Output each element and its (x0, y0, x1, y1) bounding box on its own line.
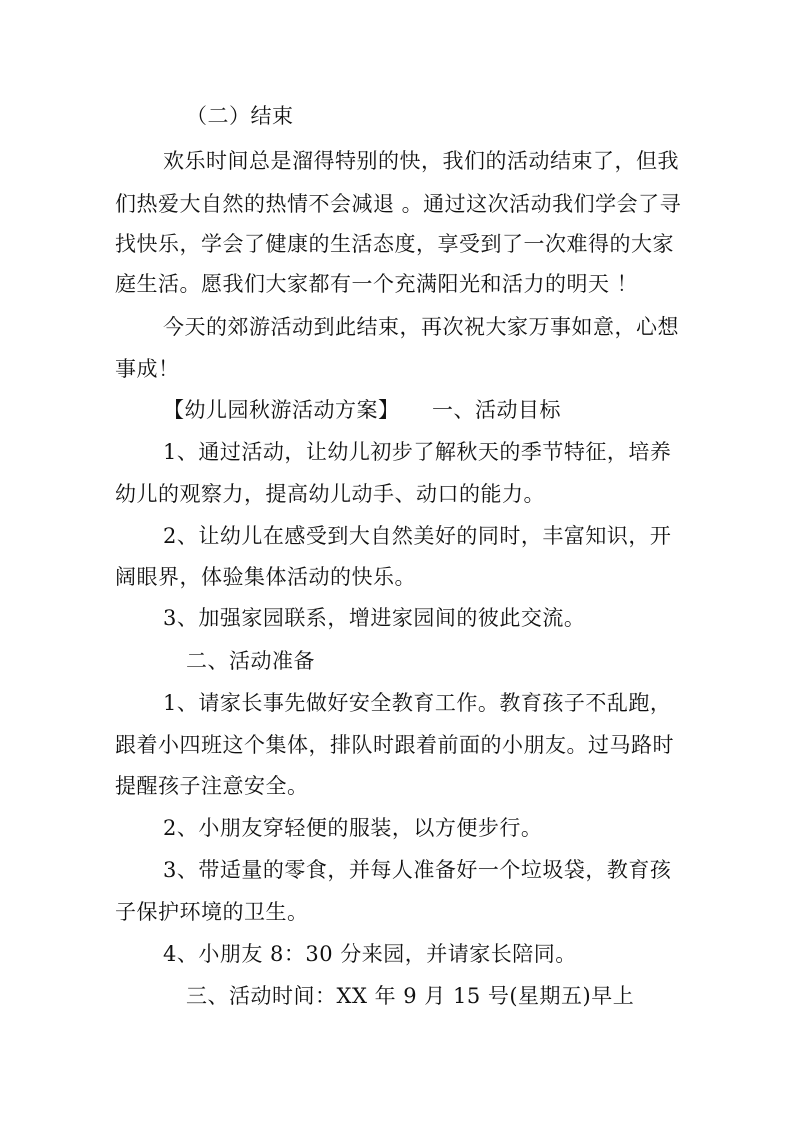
paragraph-line: 事成！ (115, 357, 180, 381)
preparation-item-line: 1、请家长事先做好安全教育工作。教育孩子不乱跑， (163, 691, 672, 715)
goal-item-line: 1、通过活动，让幼儿初步了解秋天的季节特征，培养 (163, 440, 672, 464)
goal-item-line: 幼儿的观察力，提高幼儿动手、动口的能力。 (115, 482, 545, 506)
section-heading-time: 三、活动时间：XX 年 9 月 15 号(星期五)早上 (186, 984, 635, 1008)
section-heading-preparation: 二、活动准备 (186, 649, 315, 673)
preparation-item-line: 4、小朋友 8：30 分来园，并请家长陪同。 (163, 942, 577, 966)
plan-title-heading: 【幼儿园秋游活动方案】 一、活动目标 (163, 398, 561, 422)
preparation-item-line: 3、带适量的零食，并每人准备好一个垃圾袋，教育孩 (163, 858, 672, 882)
preparation-item-line: 子保护环境的卫生。 (115, 900, 309, 924)
goal-item-line: 阔眼界，体验集体活动的快乐。 (115, 565, 416, 589)
paragraph-line: 们热爱大自然的热情不会减退 。通过这次活动我们学会了寻 (115, 192, 682, 216)
section-heading-end: （二）结束 (186, 104, 294, 128)
paragraph-line: 欢乐时间总是溜得特别的快，我们的活动结束了，但我 (163, 149, 679, 173)
goal-item-line: 3、加强家园联系，增进家园间的彼此交流。 (163, 606, 586, 630)
preparation-item-line: 提醒孩子注意安全。 (115, 774, 309, 798)
preparation-item-line: 跟着小四班这个集体，排队时跟着前面的小朋友。过马路时 (115, 733, 674, 757)
paragraph-line: 庭生活。愿我们大家都有一个充满阳光和活力的明天 ！ (115, 272, 639, 296)
preparation-item-line: 2、小朋友穿轻便的服装，以方便步行。 (163, 816, 543, 840)
goal-item-line: 2、让幼儿在感受到大自然美好的同时，丰富知识，开 (163, 524, 672, 548)
paragraph-line: 今天的郊游活动到此结束，再次祝大家万事如意，心想 (163, 315, 679, 339)
paragraph-line: 找快乐，学会了健康的生活态度，享受到了一次难得的大家 (115, 232, 674, 256)
